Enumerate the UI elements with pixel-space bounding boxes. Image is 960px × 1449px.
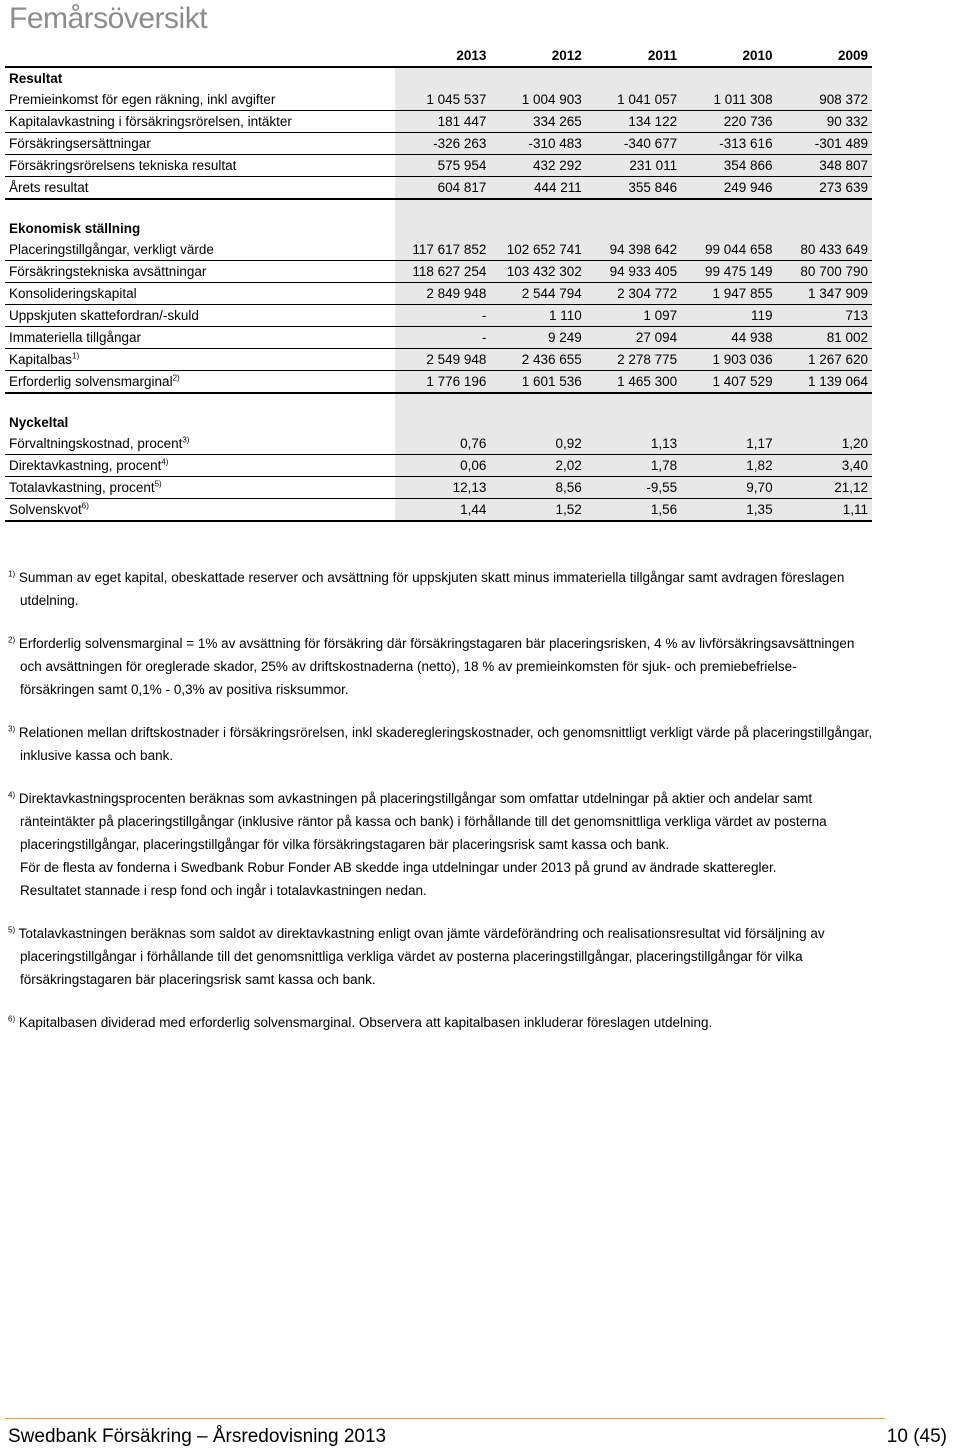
- value-cell: 355 846: [586, 177, 681, 200]
- value-cell: 1,20: [777, 433, 872, 455]
- footnote-line: [8, 968, 888, 991]
- footnote-text: Totalavkastningen beräknas som saldot av direktavkastning enligt ovan jämte värdeförändring och realisationsresultat vid försäljning av: [18, 926, 825, 941]
- empty-cell: [490, 218, 585, 239]
- table-row: [5, 455, 872, 477]
- value-cell: 8,56: [490, 477, 585, 499]
- value-cell: 273 639: [777, 177, 872, 200]
- footnote: [8, 1011, 888, 1034]
- value-cell: 1,13: [586, 433, 681, 455]
- footnote-mark: 3): [8, 724, 16, 734]
- footnote-text: försäkringen samt 0,1% - 0,3% av positiva risksummor.: [20, 682, 349, 697]
- value-cell: -340 677: [586, 133, 681, 155]
- value-cell: 1 045 537: [395, 89, 490, 111]
- value-cell: 27 094: [586, 327, 681, 349]
- table-row: [5, 371, 872, 394]
- row-label-cell: [5, 305, 395, 327]
- value-cell: 94 933 405: [586, 261, 681, 283]
- footnote-line: [8, 856, 888, 879]
- value-cell: -326 263: [395, 133, 490, 155]
- footnote-line: [8, 787, 888, 810]
- value-cell: 2 278 775: [586, 349, 681, 371]
- value-cell: 334 265: [490, 111, 585, 133]
- footnote-text: inklusive kassa och bank.: [20, 748, 174, 763]
- year-header: 2013: [395, 44, 490, 67]
- value-cell: 1 097: [586, 305, 681, 327]
- value-cell: 90 332: [777, 111, 872, 133]
- value-cell: 119: [681, 305, 776, 327]
- value-cell: 0,76: [395, 433, 490, 455]
- value-cell: -301 489: [777, 133, 872, 155]
- footnote-text: försäkringstagaren bär placeringsrisk samt kassa och bank.: [20, 972, 376, 987]
- footnote-text: ränteintäkter på placeringstillgångar (inklusive räntor på kassa och bank) i förhållande till det genomsnittliga verkliga värdet av posterna: [20, 814, 827, 829]
- year-header: 2010: [681, 44, 776, 67]
- value-cell: 1 267 620: [777, 349, 872, 371]
- footnote-line: [8, 721, 888, 744]
- row-label: Försäkringstekniska avsättningar: [9, 264, 207, 279]
- row-label-cell: [5, 155, 395, 177]
- value-cell: 2 304 772: [586, 283, 681, 305]
- value-cell: 99 044 658: [681, 239, 776, 261]
- header-label-cell: [5, 44, 395, 67]
- value-cell: 2,02: [490, 455, 585, 477]
- row-label-cell: [5, 371, 395, 394]
- row-label-cell: [5, 177, 395, 200]
- footnote-text: Summan av eget kapital, obeskattade reserver och avsättning för uppskjuten skatt minus immateriella tillgångar samt avdragen föreslagen: [18, 570, 845, 585]
- value-cell: -: [395, 327, 490, 349]
- value-cell: 1 110: [490, 305, 585, 327]
- footnote: [8, 922, 888, 991]
- row-label-cell: [5, 499, 395, 522]
- value-cell: 348 807: [777, 155, 872, 177]
- year-header: 2011: [586, 44, 681, 67]
- footnote-ref: 5): [154, 479, 162, 489]
- table-row: [5, 111, 872, 133]
- value-cell: 1,11: [777, 499, 872, 522]
- value-cell: 1 011 308: [681, 89, 776, 111]
- value-cell: -: [395, 305, 490, 327]
- row-label: Immateriella tillgångar: [9, 330, 142, 345]
- value-cell: 99 475 149: [681, 261, 776, 283]
- section-heading-row: [5, 412, 872, 433]
- row-label: Årets resultat: [9, 180, 89, 195]
- value-cell: 1 407 529: [681, 371, 776, 394]
- value-cell: 117 617 852: [395, 239, 490, 261]
- value-cell: 249 946: [681, 177, 776, 200]
- footnote-line: [8, 566, 888, 589]
- footnote-text: Kapitalbasen dividerad med erforderlig solvensmarginal. Observera att kapitalbasen inkluderar föreslagen utdelning.: [18, 1015, 713, 1030]
- value-cell: -9,55: [586, 477, 681, 499]
- empty-cell: [395, 67, 490, 89]
- empty-cell: [681, 412, 776, 433]
- empty-cell: [490, 412, 585, 433]
- row-label-cell: [5, 111, 395, 133]
- row-label: Konsolideringskapital: [9, 286, 137, 301]
- value-cell: 1,78: [586, 455, 681, 477]
- value-cell: 444 211: [490, 177, 585, 200]
- five-year-table: [5, 44, 872, 522]
- row-label: Premieinkomst för egen räkning, inkl avgifter: [9, 92, 276, 107]
- empty-cell: [777, 67, 872, 89]
- footnote-line: [8, 945, 888, 968]
- empty-cell: [395, 218, 490, 239]
- footnote-ref: 6): [81, 501, 89, 511]
- row-label: Kapitalavkastning i försäkringsrörelsen, intäkter: [9, 114, 292, 129]
- empty-cell: [681, 67, 776, 89]
- value-cell: 94 398 642: [586, 239, 681, 261]
- value-cell: 1 347 909: [777, 283, 872, 305]
- footnote: [8, 721, 888, 767]
- footer-publication: Swedbank Försäkring – Årsredovisning 2013: [8, 1426, 387, 1447]
- value-cell: 231 011: [586, 155, 681, 177]
- value-cell: 1 465 300: [586, 371, 681, 394]
- value-cell: 354 866: [681, 155, 776, 177]
- row-label-cell: [5, 133, 395, 155]
- value-cell: -313 616: [681, 133, 776, 155]
- row-label: Erforderlig solvensmarginal: [9, 374, 173, 389]
- empty-cell: [490, 67, 585, 89]
- row-label: Direktavkastning, procent: [9, 458, 162, 473]
- value-cell: 908 372: [777, 89, 872, 111]
- footnote-line: [8, 632, 888, 655]
- footnote-text: placeringstillgångar i förhållande till det genomsnittliga verkliga värdet av posterna placeringstillgångar, placeringstillgångar för vilka: [20, 949, 803, 964]
- footnote-mark: 4): [8, 790, 16, 800]
- row-label: Solvenskvot: [9, 502, 82, 517]
- row-label-cell: [5, 433, 395, 455]
- value-cell: 1 041 057: [586, 89, 681, 111]
- value-cell: 2 436 655: [490, 349, 585, 371]
- empty-cell: [586, 67, 681, 89]
- value-cell: 1 004 903: [490, 89, 585, 111]
- footnote-mark: 1): [8, 569, 16, 579]
- value-cell: 1 139 064: [777, 371, 872, 394]
- row-label-cell: [5, 477, 395, 499]
- row-label-cell: [5, 283, 395, 305]
- footnote-text: För de flesta av fonderna i Swedbank Robur Fonder AB skedde inga utdelningar under 2013 på grund av ändrade skatteregler.: [20, 860, 777, 875]
- value-cell: 80 700 790: [777, 261, 872, 283]
- footnote-line: [8, 1011, 888, 1034]
- section-heading: Ekonomisk ställning: [9, 221, 141, 236]
- table-row: [5, 305, 872, 327]
- footnote: [8, 632, 888, 701]
- footnote-text: utdelning.: [20, 593, 79, 608]
- value-cell: 220 736: [681, 111, 776, 133]
- footnote-line: [8, 922, 888, 945]
- footer-page-number: 10 (45): [886, 1426, 947, 1447]
- value-cell: -310 483: [490, 133, 585, 155]
- footnote-text: Direktavkastningsprocenten beräknas som avkastningen på placeringstillgångar som omfattar utdelningar på aktier och andelar samt: [18, 791, 813, 806]
- value-cell: 1,82: [681, 455, 776, 477]
- row-label-cell: [5, 261, 395, 283]
- footnotes: [8, 566, 888, 1054]
- footnote-ref: 1): [72, 351, 80, 361]
- table-row: [5, 349, 872, 371]
- value-cell: 134 122: [586, 111, 681, 133]
- row-label: Försäkringsersättningar: [9, 136, 151, 151]
- empty-cell: [681, 218, 776, 239]
- value-cell: 103 432 302: [490, 261, 585, 283]
- footnote-line: [8, 810, 888, 833]
- row-label: Försäkringsrörelsens tekniska resultat: [9, 158, 237, 173]
- value-cell: 1,52: [490, 499, 585, 522]
- footnote-line: [8, 655, 888, 678]
- table-row: [5, 283, 872, 305]
- footnote-text: Relationen mellan driftskostnader i försäkringsrörelsen, inkl skaderegleringskostnader, och genomsnittligt verkligt värde på placeringstillgångar,: [18, 725, 873, 740]
- value-cell: 3,40: [777, 455, 872, 477]
- row-label-cell: [5, 89, 395, 111]
- value-cell: 604 817: [395, 177, 490, 200]
- footnote: [8, 787, 888, 902]
- section-heading: Nyckeltal: [9, 415, 69, 430]
- footnote: [8, 566, 888, 612]
- section-heading-row: [5, 67, 872, 89]
- table-row: [5, 477, 872, 499]
- value-cell: 1,17: [681, 433, 776, 455]
- row-label: Förvaltningskostnad, procent: [9, 436, 183, 451]
- value-cell: 1 601 536: [490, 371, 585, 394]
- table-row: [5, 155, 872, 177]
- spacer-row: [5, 393, 872, 412]
- section-heading-row: [5, 218, 872, 239]
- value-cell: 9 249: [490, 327, 585, 349]
- value-cell: 118 627 254: [395, 261, 490, 283]
- table-row: [5, 261, 872, 283]
- empty-cell: [777, 412, 872, 433]
- row-label: Uppskjuten skattefordran/-skuld: [9, 308, 199, 323]
- footnote-line: [8, 833, 888, 856]
- value-cell: 181 447: [395, 111, 490, 133]
- year-header-row: [5, 44, 872, 67]
- value-cell: 2 544 794: [490, 283, 585, 305]
- value-cell: 9,70: [681, 477, 776, 499]
- footnote-text: och avsättningen för oreglerade skador, 25% av driftskostnaderna (netto), 18 % av premieinkomsten för sjuk- och premiebefrielse-: [20, 659, 797, 674]
- table-row: [5, 89, 872, 111]
- value-cell: 1,56: [586, 499, 681, 522]
- year-header: 2012: [490, 44, 585, 67]
- value-cell: 2 849 948: [395, 283, 490, 305]
- value-cell: 80 433 649: [777, 239, 872, 261]
- value-cell: 12,13: [395, 477, 490, 499]
- value-cell: 81 002: [777, 327, 872, 349]
- empty-cell: [586, 218, 681, 239]
- value-cell: 1 776 196: [395, 371, 490, 394]
- value-cell: 0,06: [395, 455, 490, 477]
- footnote-line: [8, 744, 888, 767]
- table-row: [5, 133, 872, 155]
- value-cell: 713: [777, 305, 872, 327]
- row-label: Kapitalbas: [9, 352, 73, 367]
- value-cell: 1,44: [395, 499, 490, 522]
- footer-divider: [5, 1418, 885, 1419]
- value-cell: 432 292: [490, 155, 585, 177]
- spacer-row: [5, 199, 872, 218]
- footnote-text: placeringstillgångar, placeringstillgångar för vilka försäkringstagaren bär placeringsrisk samt kassa och bank.: [20, 837, 670, 852]
- footnote-line: [8, 589, 888, 612]
- footnote-ref: 4): [161, 457, 169, 467]
- page-title: Femårsöversikt: [9, 2, 208, 35]
- value-cell: 102 652 741: [490, 239, 585, 261]
- table-row: [5, 499, 872, 522]
- footnote-line: [8, 678, 888, 701]
- footnote-ref: 3): [182, 435, 190, 445]
- row-label: Placeringstillgångar, verkligt värde: [9, 242, 214, 257]
- table-row: [5, 177, 872, 200]
- value-cell: 2 549 948: [395, 349, 490, 371]
- value-cell: 1 947 855: [681, 283, 776, 305]
- value-cell: 1 903 036: [681, 349, 776, 371]
- footnote-mark: 6): [8, 1014, 16, 1024]
- table-row: [5, 239, 872, 261]
- footnote-ref: 2): [172, 373, 180, 383]
- row-label-cell: [5, 239, 395, 261]
- year-header: 2009: [777, 44, 872, 67]
- value-cell: 575 954: [395, 155, 490, 177]
- value-cell: 0,92: [490, 433, 585, 455]
- value-cell: 1,35: [681, 499, 776, 522]
- section-heading: Resultat: [9, 71, 63, 86]
- row-label-cell: [5, 349, 395, 371]
- empty-cell: [777, 218, 872, 239]
- value-cell: 21,12: [777, 477, 872, 499]
- row-label: Totalavkastning, procent: [9, 480, 155, 495]
- footnote-text: Resultatet stannade i resp fond och ingår i totalavkastningen nedan.: [20, 883, 427, 898]
- row-label-cell: [5, 327, 395, 349]
- footnote-mark: 5): [8, 925, 16, 935]
- footnote-mark: 2): [8, 635, 16, 645]
- table-row: [5, 433, 872, 455]
- empty-cell: [395, 412, 490, 433]
- footnote-text: Erforderlig solvensmarginal = 1% av avsättning för försäkring där försäkringstagaren bär placeringsrisken, 4 % av livförsäkringsavsättningen: [18, 636, 855, 651]
- row-label-cell: [5, 455, 395, 477]
- table-row: [5, 327, 872, 349]
- footnote-line: [8, 879, 888, 902]
- value-cell: 44 938: [681, 327, 776, 349]
- empty-cell: [586, 412, 681, 433]
